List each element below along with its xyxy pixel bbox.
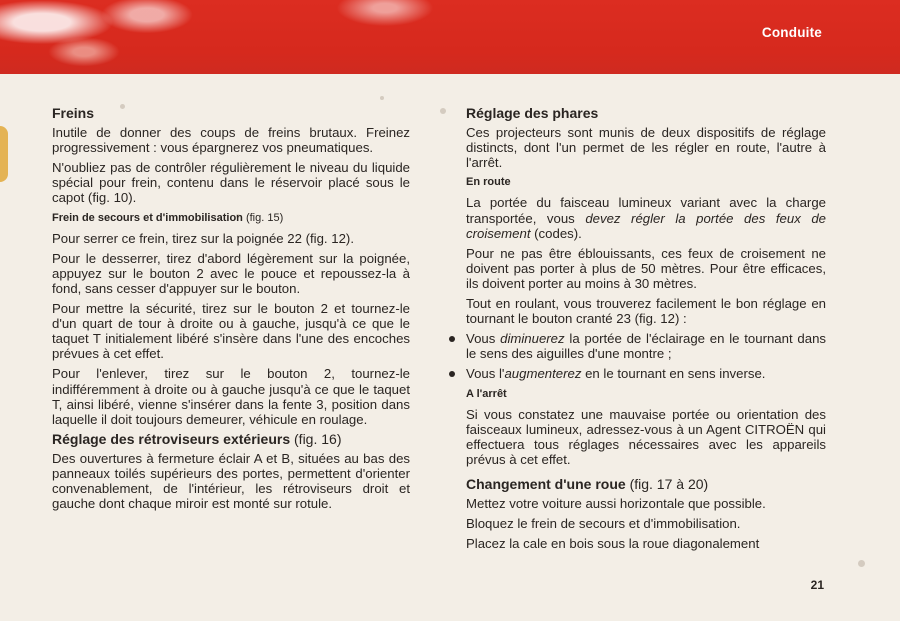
arret-paragraph: Si vous constatez une mauvaise portée ou orientation des faisceaux lumineux, adressez-vous à un Agent CITROËN qui effectuera tous réglages nécessaires avec les appareils prévus à cet effet.: [466, 406, 826, 467]
frein-secours-paragraph: Pour le desserrer, tirez d'abord légèrement sur la poignée, appuyez sur le bouton 2 avec le pouce et repoussez-la à fond, sans cesser d'appuyer sur le bouton.: [52, 250, 410, 296]
section-title: Conduite: [761, 25, 822, 40]
changement-roue-title: Changement d'une roue: [466, 475, 626, 492]
figure-reference: (fig. 15): [245, 211, 284, 224]
bullet-item: [466, 331, 826, 361]
emphasis-text: diminuerez: [500, 331, 565, 347]
freins-paragraph: Inutile de donner des coups de freins brutaux. Freinez progressivement : vous épargnerez vos pneumatiques.: [52, 125, 410, 156]
stain-mark: [440, 108, 446, 114]
bullet-item: [466, 366, 826, 381]
text-run: en le tournant en sens inverse.: [581, 366, 766, 382]
page-edge-tab: [0, 126, 8, 182]
freins-heading: Freins: [52, 105, 95, 121]
frein-secours-paragraph: Pour mettre la sécurité, tirez sur le bouton 2 et tournez-le d'un quart de tour à droite ou à gauche, jusqu'à ce que le taquet T initialement libéré s'insère dans l'une des encoches prévues à cet effet.: [52, 301, 410, 362]
bullet-dot-icon: [449, 371, 455, 377]
stain-mark: [380, 96, 384, 100]
frein-secours-paragraph: Pour l'enlever, tirez sur le bouton 2, tournez-le indifféremment à droite ou à gauche jusqu'à ce que le taquet T, ainsi libéré, vienne s'insérer dans la fente 3, position dans laquelle il doit toujours demeurer, véhicule en roulage.: [52, 366, 410, 427]
freins-paragraph: N'oubliez pas de contrôler régulièrement le niveau du liquide spécial pour frein, contenu dans le réservoir placé sous le capot (fig. 10).: [52, 160, 410, 206]
text-run: La portée du faisceau lumineux variant avec la charge transportée, vous: [466, 195, 826, 226]
paper-wear-mark: [0, 0, 210, 74]
retroviseurs-paragraph: Des ouvertures à fermeture éclair A et B, situées au bas des panneaux toilés supérieurs des portes, permettent d'orienter convenablement, de l'intérieur, les rétroviseurs droit et gauche dont chaque miroir est monté sur rotule.: [52, 450, 410, 512]
text-run: Vous l': [466, 366, 505, 382]
paper-wear-mark: [300, 0, 470, 40]
arret-heading: A l'arrêt: [466, 387, 507, 400]
frein-secours-paragraph: Pour serrer ce frein, tirez sur la poignée 22 (fig. 12).: [52, 230, 354, 246]
figure-reference: (fig. 17 à 20): [629, 475, 709, 492]
en-route-paragraph: [466, 195, 826, 240]
phares-heading: Réglage des phares: [466, 105, 599, 121]
bullet-dot-icon: [449, 336, 455, 342]
en-route-heading: En route: [466, 176, 511, 189]
changement-roue-paragraph: Mettez votre voiture aussi horizontale que possible.: [466, 496, 766, 512]
page-number: 21: [810, 578, 824, 592]
en-route-paragraph: Tout en roulant, vous trouverez facilement le bon réglage en tournant le bouton cranté 23 (fig. 12) :: [466, 296, 826, 327]
phares-paragraph: Ces projecteurs sont munis de deux dispositifs de réglage distincts, dont l'un permet de les régler en route, l'autre à l'arrêt.: [466, 125, 826, 171]
frein-secours-title: Frein de secours et d'immobilisation: [52, 211, 243, 224]
left-column: [52, 106, 410, 516]
text-run: la portée de l'éclairage en le tournant dans le sens des aiguilles d'une montre ;: [466, 331, 826, 362]
header-band: [0, 0, 900, 74]
changement-roue-paragraph: Bloquez le frein de secours et d'immobilisation.: [466, 516, 741, 532]
text-run: Vous: [466, 331, 501, 347]
emphasis-text: augmenterez: [504, 366, 582, 382]
changement-roue-paragraph: Placez la cale en bois sous la roue diagonalement: [466, 536, 760, 552]
changement-roue-heading: [466, 477, 826, 492]
en-route-paragraph: Pour ne pas être éblouissants, ces feux de croisement ne doivent pas porter à plus de 50 mètres. Pour être efficaces, ils doivent porter au moins à 30 mètres.: [466, 245, 826, 291]
frein-secours-heading: [52, 211, 410, 226]
stain-mark: [858, 560, 865, 567]
emphasis-text: devez régler la portée des feux de croisement: [466, 210, 827, 241]
text-run: (codes).: [530, 225, 582, 241]
figure-reference: (fig. 16): [294, 430, 342, 447]
retroviseurs-heading: [52, 432, 410, 447]
retroviseurs-title: Réglage des rétroviseurs extérieurs: [52, 430, 291, 447]
right-column: [466, 106, 826, 556]
